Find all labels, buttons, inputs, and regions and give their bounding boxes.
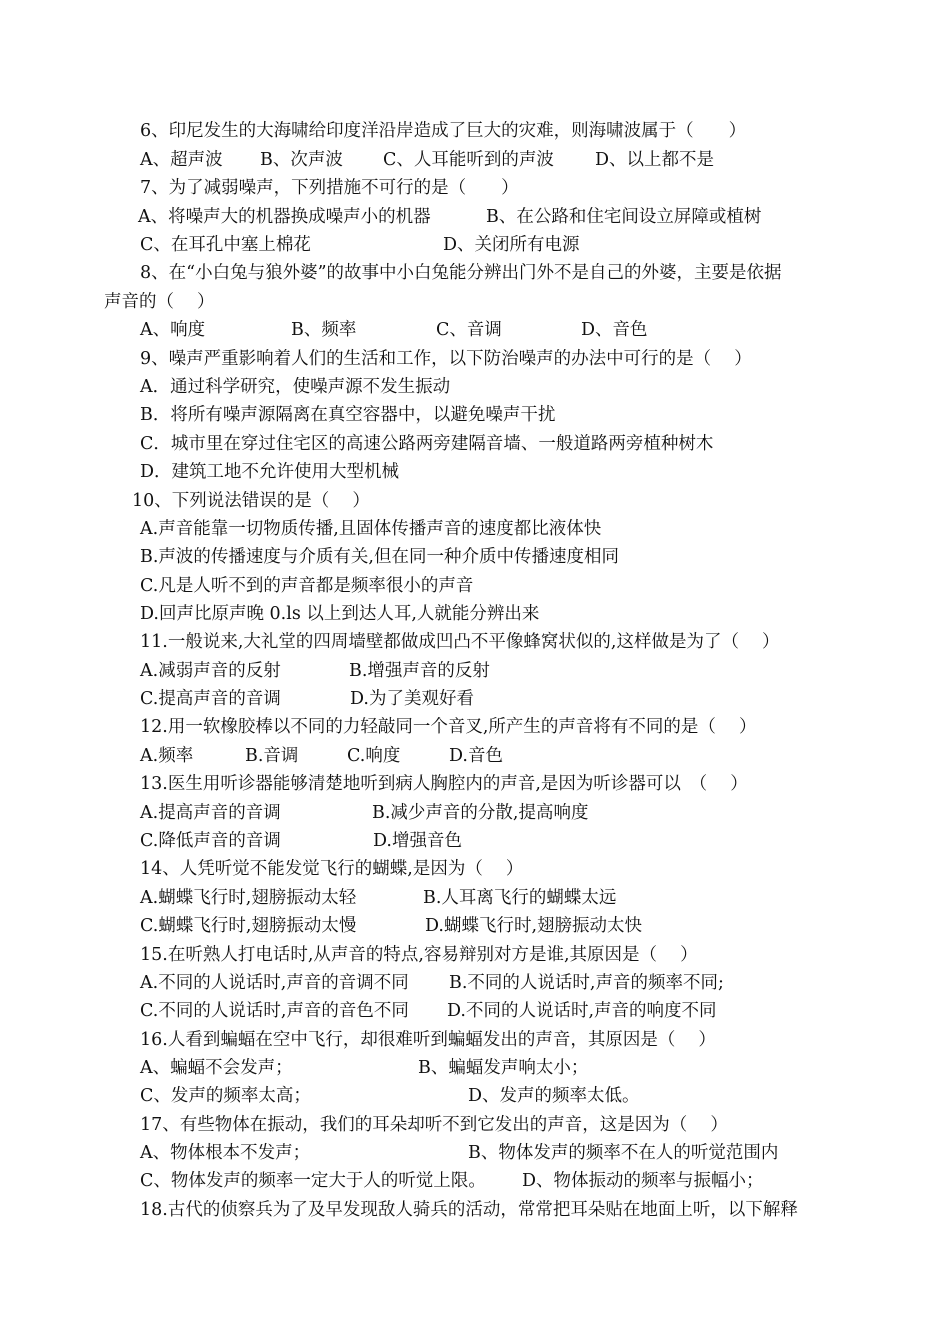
question-6-stem: 6、印尼发生的大海啸给印度洋沿岸造成了巨大的灾难，则海啸波属于（ ） — [140, 121, 747, 141]
question-16-stem: 16.人看到蝙蝠在空中飞行，却很难听到蝙蝠发出的声音，其原因是（ ） — [140, 1030, 716, 1050]
option-a: A.不同的人说话时,声音的音调不同 — [140, 973, 409, 993]
option-c: C.凡是人听不到的声音都是频率很小的声音 — [140, 576, 474, 596]
option-d: D、音色 — [581, 320, 648, 340]
question-9-stem: 9、噪声严重影响着人们的生活和工作，以下防治噪声的办法中可行的是（ ） — [140, 349, 752, 369]
option-d: D.不同的人说话时,声音的响度不同 — [447, 1001, 717, 1021]
option-b: B、在公路和住宅间设立屏障或植树 — [486, 207, 762, 227]
option-c: C、人耳能听到的声波 — [383, 150, 554, 170]
question-18-stem: 18.古代的侦察兵为了及早发现敌人骑兵的活动，常常把耳朵贴在地面上听，以下解释 — [140, 1200, 798, 1220]
option-c: C、在耳孔中塞上棉花 — [140, 235, 311, 255]
option-c: C.降低声音的音调 — [140, 831, 281, 851]
question-11-stem: 11.一般说来,大礼堂的四周墙壁都做成凹凸不平像蜂窝状似的,这样做是为了（ ） — [140, 632, 780, 652]
question-10-stem: 10、下列说法错误的是（ ） — [132, 491, 370, 511]
option-a: A．通过科学研究，使噪声源不发生振动 — [140, 377, 451, 397]
option-a: A、物体根本不发声； — [140, 1143, 311, 1163]
option-c: C.不同的人说话时,声音的音色不同 — [140, 1001, 409, 1021]
option-b: B.人耳离飞行的蝴蝶太远 — [423, 888, 617, 908]
option-a: A、响度 — [140, 320, 206, 340]
option-b: B.声波的传播速度与介质有关,但在同一种介质中传播速度相同 — [140, 547, 619, 567]
option-d: D.回声比原声晚 0.ls 以上到达人耳,人就能分辨出来 — [140, 604, 540, 624]
option-a: A、蝙蝠不会发声； — [140, 1058, 293, 1078]
question-8-stem-cont: 声音的（ ） — [104, 292, 215, 312]
question-14-stem: 14、人凭听觉不能发觉飞行的蝴蝶,是因为（ ） — [140, 859, 524, 879]
question-15-stem: 15.在听熟人打电话时,从声音的特点,容易辩别对方是谁,其原因是（ ） — [140, 945, 698, 965]
option-b: B.减少声音的分散,提高响度 — [372, 803, 589, 823]
option-a: A.声音能靠一切物质传播,且固体传播声音的速度都比液体快 — [140, 519, 602, 539]
option-b: B．将所有噪声源隔离在真空容器中，以避免噪声干扰 — [140, 405, 556, 425]
option-d: D.为了美观好看 — [350, 689, 474, 709]
option-a: A、将噪声大的机器换成噪声小的机器 — [138, 207, 431, 227]
option-d: D、以上都不是 — [595, 150, 715, 170]
question-7-stem: 7、为了减弱噪声，下列措施不可行的是（ ） — [140, 178, 519, 198]
option-d: D、发声的频率太低。 — [468, 1086, 640, 1106]
option-a: A.蝴蝶飞行时,翅膀振动太轻 — [140, 888, 357, 908]
option-d: D．建筑工地不允许使用大型机械 — [140, 462, 400, 482]
option-c: C、音调 — [436, 320, 502, 340]
option-d: D.音色 — [449, 746, 503, 766]
option-b: B、次声波 — [260, 150, 343, 170]
option-d: D、关闭所有电源 — [443, 235, 580, 255]
option-c: C．城市里在穿过住宅区的高速公路两旁建隔音墙、一般道路两旁植种树木 — [140, 434, 714, 454]
option-d: D.增强音色 — [373, 831, 462, 851]
option-c: C、物体发声的频率一定大于人的听觉上限。 — [140, 1171, 486, 1191]
option-b: B.音调 — [245, 746, 299, 766]
option-b: B.增强声音的反射 — [349, 661, 490, 681]
question-12-stem: 12.用一软橡胶棒以不同的力轻敲同一个音叉,所产生的声音将有不同的是（ ） — [140, 717, 757, 737]
option-a: A.提高声音的音调 — [140, 803, 281, 823]
question-13-stem: 13.医生用听诊器能够清楚地听到病人胸腔内的声音,是因为听诊器可以 （ ） — [140, 774, 748, 794]
option-a: A.频率 — [140, 746, 194, 766]
question-8-stem: 8、在“小白兔与狼外婆”的故事中小白兔能分辨出门外不是自己的外婆，主要是依据 — [140, 263, 782, 283]
option-b: B、蝙蝠发声响太小； — [418, 1058, 589, 1078]
option-b: B、物体发声的频率不在人的听觉范围内 — [468, 1143, 779, 1163]
option-c: C.蝴蝶飞行时,翅膀振动太慢 — [140, 916, 357, 936]
option-c: C.提高声音的音调 — [140, 689, 281, 709]
option-d: D、物体振动的频率与振幅小； — [522, 1171, 764, 1191]
option-a: A.减弱声音的反射 — [140, 661, 281, 681]
question-17-stem: 17、有些物体在振动，我们的耳朵却听不到它发出的声音，这是因为（ ） — [140, 1115, 728, 1135]
option-b: B、频率 — [291, 320, 357, 340]
option-b: B.不同的人说话时,声音的频率不同; — [449, 973, 724, 993]
option-a: A、超声波 — [140, 150, 223, 170]
option-c: C.响度 — [347, 746, 401, 766]
option-d: D.蝴蝶飞行时,翅膀振动太快 — [425, 916, 643, 936]
option-c: C、发声的频率太高； — [140, 1086, 311, 1106]
